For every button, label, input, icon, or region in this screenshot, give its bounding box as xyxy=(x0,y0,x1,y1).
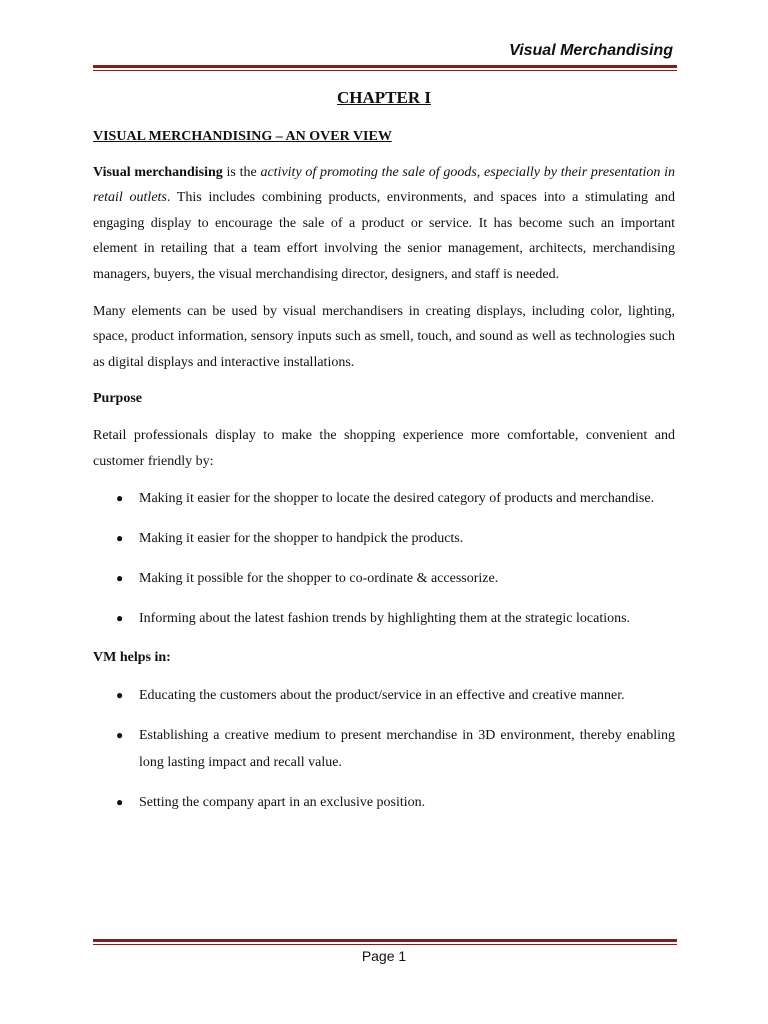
page-number: Page 1 xyxy=(361,948,407,964)
page-content xyxy=(93,86,675,829)
intro-connector: is the xyxy=(222,164,261,180)
list-item-text: Informing about the latest fashion trends by highlighting them at the strategic locations. xyxy=(139,611,631,627)
intro-paragraph xyxy=(93,160,675,288)
bullet-icon: ● xyxy=(116,794,124,809)
intro-term: Visual merchandising xyxy=(93,164,223,180)
header-rule xyxy=(93,65,677,71)
list-item xyxy=(93,485,675,512)
bullet-icon: ● xyxy=(116,687,124,702)
purpose-paragraph: Retail professionals display to make the shopping experience more comfortable, convenient and customer friendly by: xyxy=(93,427,675,469)
header-rule-thick xyxy=(93,65,677,68)
list-item xyxy=(93,722,675,776)
list-item xyxy=(93,525,675,552)
list-item xyxy=(93,605,675,632)
vm-helps-list xyxy=(93,682,675,816)
footer-rule-thin xyxy=(93,944,677,945)
footer-rule-thick xyxy=(93,939,677,942)
section-title: VISUAL MERCHANDISING – AN OVER VIEW xyxy=(93,129,392,144)
bullet-icon: ● xyxy=(116,571,124,586)
list-item xyxy=(93,682,675,709)
list-item xyxy=(93,565,675,592)
list-item-text: Setting the company apart in an exclusive position. xyxy=(139,794,426,810)
intro-definition: activity of promoting the sale of goods, especially by their presentation in retail outlets xyxy=(93,164,675,206)
header-rule-thin xyxy=(93,70,677,71)
list-item-text: Establishing a creative medium to present merchandise in 3D environment, thereby enabling long lasting impact and recall value. xyxy=(139,727,675,770)
elements-paragraph: Many elements can be used by visual merchandisers in creating displays, including color, lighting, space, product information, sensory inputs such as smell, touch, and sound as well as technologies such as digital displays and interactive installations. xyxy=(93,303,675,370)
intro-rest: . This includes combining products, environments, and spaces into a stimulating and engaging display to encourage the sale of a product or service. It has become such an important element in retailing that a team effort involving the senior management, architects, merchandising managers, buyers, the visual merchandising director, designers, and staff is needed. xyxy=(93,190,675,282)
bullet-icon: ● xyxy=(116,531,124,546)
list-item-text: Making it possible for the shopper to co-ordinate & accessorize. xyxy=(139,571,499,587)
purpose-heading: Purpose xyxy=(93,391,142,407)
footer-rule xyxy=(93,939,677,945)
vm-helps-heading: VM helps in: xyxy=(93,650,171,666)
bullet-icon: ● xyxy=(116,611,124,626)
chapter-heading: CHAPTER I xyxy=(337,88,431,107)
list-item xyxy=(93,789,675,816)
purpose-list xyxy=(93,485,675,632)
running-header-title: Visual Merchandising xyxy=(509,42,673,59)
list-item-text: Making it easier for the shopper to locate the desired category of products and merchandise. xyxy=(139,491,655,507)
bullet-icon: ● xyxy=(116,491,124,506)
list-item-text: Educating the customers about the product/service in an effective and creative manner. xyxy=(139,687,625,703)
list-item-text: Making it easier for the shopper to handpick the products. xyxy=(139,531,464,547)
bullet-icon: ● xyxy=(116,727,124,742)
